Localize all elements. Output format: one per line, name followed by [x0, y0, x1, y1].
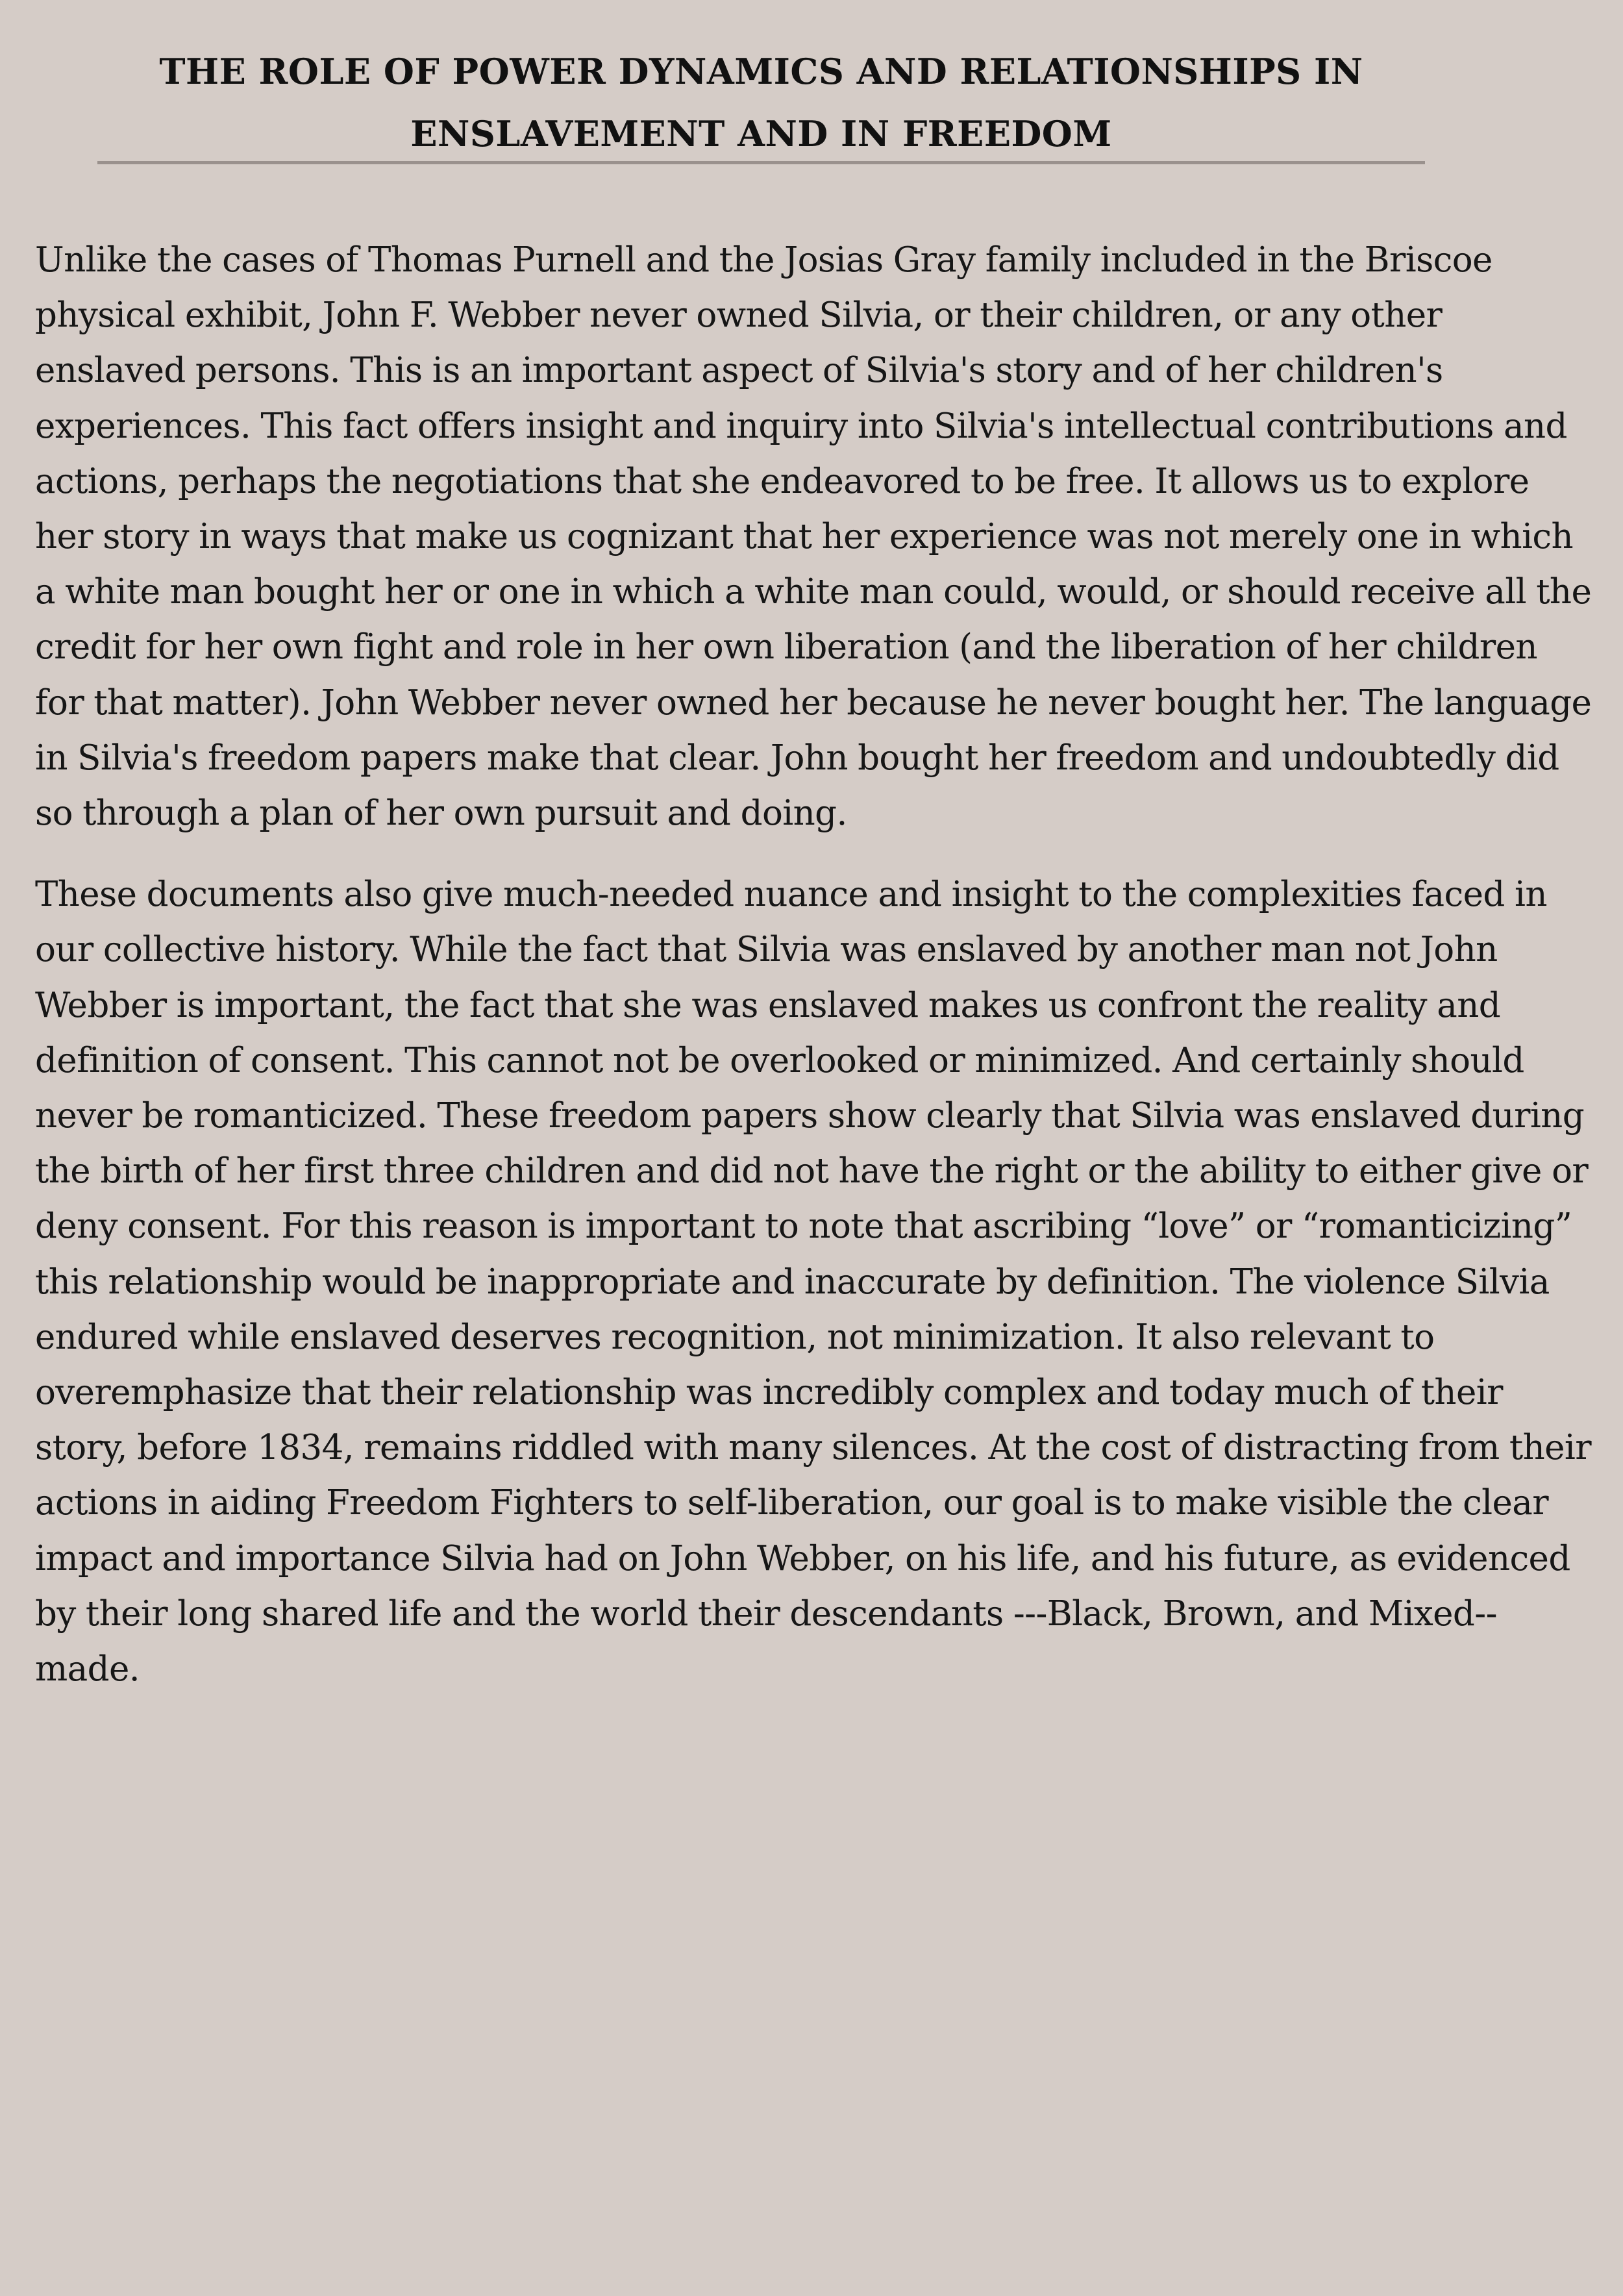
- paragraph-2: These documents also give much-needed nuance and insight to the complexities faced in our collective history. While the fact that Silvia was enslaved by another man not John Webber is important, the fact that she was enslaved makes us confront the reality and definition of consent. This cannot not be overlooked or minimized. And certainly should never be romanticized. These freedom papers show clearly that Silvia was enslaved during the birth of her first three children and did not have the right or the ability to either give or deny consent. For this reason is important to note that ascribing “love” or “romanticizing” this relationship would be inappropriate and inaccurate by definition. The violence Silvia endured while enslaved deserves recognition, not minimization. It also relevant to overemphasize that their relationship was incredibly complex and today much of their story, before 1834, remains riddled with many silences. At the cost of distracting from their actions in aiding Freedom Fighters to self-liberation, our goal is to make visible the clear impact and importance Silvia had on John Webber, on his life, and his future, as evidenced by their long shared life and the world their descendants ---Black, Brown, and Mixed-- made.: [35, 875, 1591, 1690]
- page-title: THE ROLE OF POWER DYNAMICS AND RELATIONSHIPS IN ENSLAVEMENT AND IN FREEDOM: [159, 51, 1363, 155]
- paragraph-1: Unlike the cases of Thomas Purnell and the Josias Gray family included in the Briscoe physical exhibit, John F. Webber never owned Silvia, or their children, or any other enslaved persons. This is an important aspect of Silvia's story and of her children's experiences. This fact offers insight and inquiry into Silvia's intellectual contributions and actions, perhaps the negotiations that she endeavored to be free. It allows us to explore her story in ways that make us cognizant that her experience was not merely one in which a white man bought her or one in which a white man could, would, or should receive all the credit for her own fight and role in her own liberation (and the liberation of her children for that matter). John Webber never owned her because he never bought her. The language in Silvia's freedom papers make that clear. John bought her freedom and undoubtedly did so through a plan of her own pursuit and doing.: [35, 240, 1592, 834]
- document-header: [97, 40, 1425, 165]
- document-body: [35, 232, 1593, 1723]
- title-divider: [97, 161, 1425, 164]
